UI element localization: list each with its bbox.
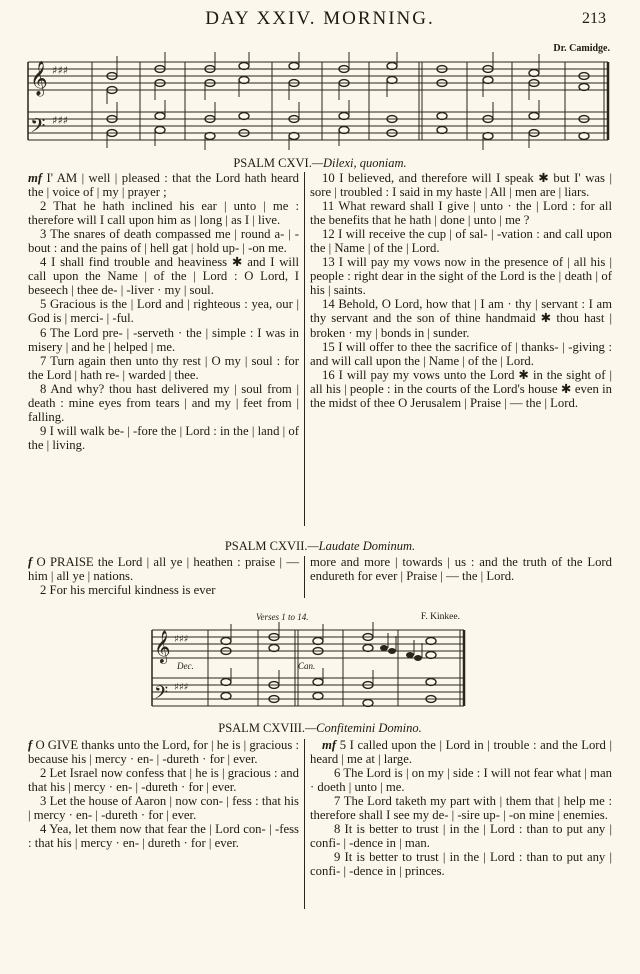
svg-text:𝄞: 𝄞 <box>154 630 171 663</box>
verse-text: O GIVE thanks unto the Lord, for | he is | gracious : because his | mercy · en- | -dureth · for | ever. <box>28 738 300 767</box>
psalm-117-left-column <box>28 555 299 597</box>
verse: 11 What reward shall I give | unto · the | Lord : for all the benefits that he hath | done | unto | me ? <box>310 199 612 228</box>
verse: 7 Turn again then unto thy rest | O my | soul : for the Lord | hath re- | warded | thee. <box>28 353 299 382</box>
psalm-118-number: PSALM CXVIII. <box>218 721 306 735</box>
verse <box>28 738 299 766</box>
verse: 8 It is better to trust | in the | Lord : than to put any | confi- | -dence in | man. <box>310 822 612 851</box>
verse: 7 The Lord taketh my part with | them that | help me : therefore shall I see my de- | -sire up- | -on mine | enemies. <box>310 794 612 823</box>
dynamic-marking: mf <box>28 171 43 185</box>
svg-text:𝄢: 𝄢 <box>154 683 169 708</box>
psalm-118-right-column <box>310 738 612 878</box>
verse: 6 The Lord is | on my | side : I will not fear what | man · doeth | unto | me. <box>310 766 612 795</box>
chant2-composer: F. Kinkee. <box>420 612 460 622</box>
psalm-116-latin: —Dilexi, quoniam. <box>311 156 407 170</box>
svg-text:♯♯♯: ♯♯♯ <box>174 682 189 693</box>
chant2-can-label: Can. <box>298 661 316 671</box>
verse-text: I' AM | well | pleased : that the Lord hath heard the | voice of | my | prayer ; <box>28 171 299 200</box>
verse: 9 I will walk be- | -fore the | Lord : in the | land | of the | living. <box>28 423 299 452</box>
psalm-116-number: PSALM CXVI. <box>233 156 312 170</box>
verse: 4 Yea, let them now that fear the | Lord con- | -fess : that his | mercy · en- | dureth · for | ever. <box>28 822 299 851</box>
verse: 13 I will pay my vows now in the presence of | all his | people : right dear in the sight of the Lord is the | death | of his | saints. <box>310 255 612 298</box>
verse: 10 I believed, and therefore will I speak ✱ but I' was | sore | troubled : I said in my haste | All | men are | liars. <box>310 171 612 200</box>
verse: 16 I will pay my vows unto the Lord ✱ in the sight of | all his | people : in the courts of the Lord's house ✱ even in the midst of thee O Jerusalem | Praise | — the | Lord. <box>310 367 612 410</box>
chant1-score <box>22 52 614 150</box>
svg-text:♯♯♯: ♯♯♯ <box>174 634 189 645</box>
column-divider <box>304 739 305 909</box>
verse: more and more | towards | us : and the truth of the Lord endureth for ever | Praise | — the | Lord. <box>310 555 612 584</box>
chant2-verses-label: Verses 1 to 14. <box>256 612 309 622</box>
psalm-118-latin: —Confitemini Domino. <box>305 721 422 735</box>
psalm-117-right-column <box>310 555 612 583</box>
verse: 8 And why? thou hast delivered my | soul from | death : mine eyes from tears | and my | feet from | falling. <box>28 381 299 424</box>
column-divider <box>304 172 305 526</box>
verse <box>28 555 299 583</box>
svg-text:♯♯♯: ♯♯♯ <box>52 114 68 127</box>
psalm-117-title <box>0 539 640 554</box>
column-divider <box>304 556 305 598</box>
psalm-117-number: PSALM CXVII. <box>224 539 308 553</box>
verse: 5 Gracious is the | Lord and | righteous : yea, our | God is | merci- | -ful. <box>28 297 299 326</box>
psalm-117-latin: —Laudate Dominum. <box>307 539 416 553</box>
verse: 6 The Lord pre- | -serveth · the | simple : I was in misery | and he | helped | me. <box>28 325 299 354</box>
psalm-118-title <box>0 721 640 736</box>
verse: 12 I will receive the cup | of sal- | -vation : and call upon the | Name | of the | Lord. <box>310 227 612 256</box>
dynamic-marking: f <box>28 555 33 569</box>
page-heading: DAY XXIV. MORNING. <box>205 8 435 29</box>
svg-text:𝄞: 𝄞 <box>30 61 48 96</box>
chant1-composer: Dr. Camidge. <box>553 43 610 54</box>
svg-text:♯♯♯: ♯♯♯ <box>52 64 68 77</box>
verse-text: O PRAISE the Lord | all ye | heathen : praise | — him | all ye | nations. <box>28 555 300 584</box>
chant2-score <box>148 622 468 712</box>
psalm-116-right-column <box>310 171 612 410</box>
verse-text: 5 I called upon the | Lord in | trouble : and the Lord | heard | me at | large. <box>310 738 613 767</box>
page-number: 213 <box>582 10 606 27</box>
verse: 15 I will offer to thee the sacrifice of | thanks- | -giving : and will call upon the | Name | of the | Lord. <box>310 339 612 368</box>
verse: 3 Let the house of Aaron | now con- | fess : that his | mercy · en- | -dureth · for | ever. <box>28 794 299 823</box>
verse: 2 For his merciful kindness is ever <box>40 583 216 598</box>
verse: 4 I shall find trouble and heaviness ✱ and I will call upon the Name | of the | Lord : O Lord, I beseech | thee de- | -liver · my | soul. <box>28 255 299 298</box>
verse <box>28 171 299 199</box>
psalm-118-left-column <box>28 738 299 850</box>
verse: 2 That he hath inclined his ear | unto | me : therefore will I call upon him as | long | as I | live. <box>28 199 299 228</box>
svg-text:𝄢: 𝄢 <box>30 114 46 142</box>
dynamic-marking: f <box>28 738 33 752</box>
psalm-116-title <box>0 156 640 171</box>
verse <box>310 738 612 766</box>
verse: 9 It is better to trust | in the | Lord : than to put any | confi- | -dence in | princes. <box>310 850 612 879</box>
verse: 3 The snares of death compassed me | round a- | -bout : and the pains of | hell gat | hold up- | -on me. <box>28 227 299 256</box>
verse: 2 Let Israel now confess that | he is | gracious : and that his | mercy · en- | -dureth · for | ever. <box>28 766 299 795</box>
dynamic-marking: mf <box>322 738 337 752</box>
psalm-116-left-column <box>28 171 299 452</box>
chant2-dec-label: Dec. <box>177 661 194 671</box>
verse: 14 Behold, O Lord, how that | I am · thy | servant : I am thy servant and the son of thine handmaid ✱ thou hast | broken · my | bonds in | sunder. <box>310 297 612 340</box>
